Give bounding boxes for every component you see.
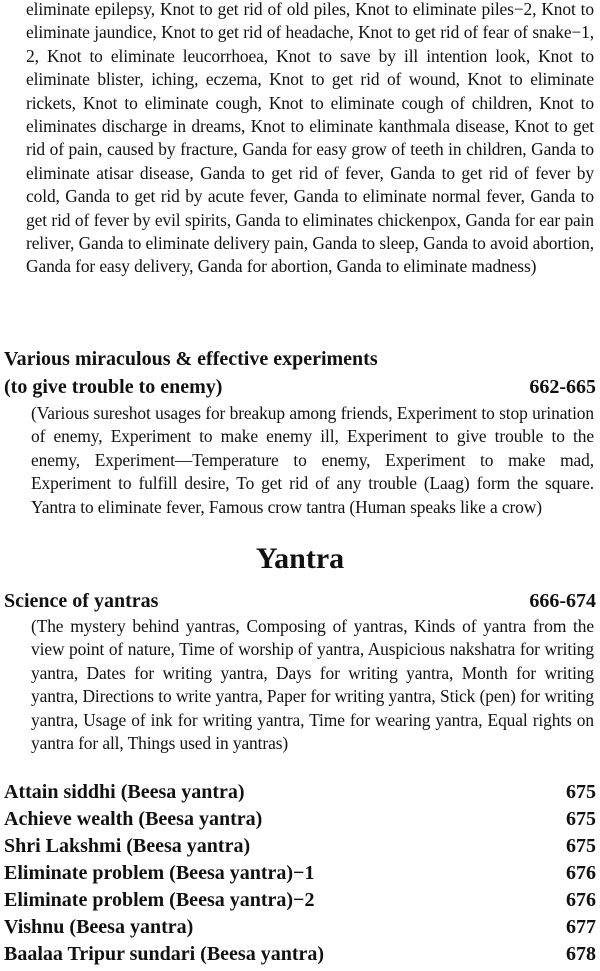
toc-entry-title: Attain siddhi (Beesa yantra) bbox=[4, 781, 245, 803]
toc-entry-page: 666-674 bbox=[529, 590, 596, 612]
toc-entry-title: Baalaa Tripur sundari (Beesa yantra) bbox=[4, 943, 325, 965]
toc-entry-title: Vishnu (Beesa yantra) bbox=[4, 916, 194, 938]
toc-entry-page: 677 bbox=[566, 916, 596, 938]
section-title: Yantra bbox=[255, 542, 345, 575]
toc-entry-title: (to give trouble to enemy) bbox=[4, 376, 223, 398]
toc-entry-experiments-line1 bbox=[4, 346, 596, 372]
toc-entry-title: Various miraculous & effective experiments bbox=[4, 348, 378, 370]
toc-entry-title: Achieve wealth (Beesa yantra) bbox=[4, 808, 263, 830]
toc-entry bbox=[4, 941, 596, 967]
toc-entry-page: 675 bbox=[566, 808, 596, 830]
toc-entry-page: 676 bbox=[566, 862, 596, 884]
continued-description: eliminate epilepsy, Knot to get rid of old piles, Knot to eliminate piles−2, Knot to eliminate jaundice, Knot to get rid of headache, Knot to get rid of fear of snake−1, 2, Knot to eliminate leucorrhoea, Knot to save by ill intention look, Knot to eliminate blister, iching, eczema, Knot to get rid of wound, Knot to eliminate rickets, Knot to eliminate cough, Knot to eliminate cough of children, Knot to eliminates discharge in dreams, Knot to eliminate kanthmala disease, Knot to get rid of pain, caused by fracture, Ganda for easy grow of teeth in children, Ganda to eliminate atisar disease, Ganda to get rid of fever, Ganda to get rid of fever by cold, Ganda to get rid by acute fever, Ganda to eliminate normal fever, Ganda to get rid of fever by evil spirits, Ganda to eliminates chickenpox, Ganda for ear pain reliver, Ganda to eliminate delivery pain, Ganda to sleep, Ganda to avoid abortion, Ganda for easy delivery, Ganda for abortion, Ganda to eliminate madness) bbox=[26, 0, 594, 277]
toc-entry-experiments-line2 bbox=[4, 374, 596, 400]
toc-entry-title: Eliminate problem (Beesa yantra)−1 bbox=[4, 862, 315, 884]
toc-entry bbox=[4, 806, 596, 832]
toc-entry-page: 678 bbox=[566, 943, 596, 965]
toc-entry-title: Eliminate problem (Beesa yantra)−2 bbox=[4, 889, 315, 911]
toc-entry bbox=[4, 887, 596, 913]
experiments-description: (Various sureshot usages for breakup among friends, Experiment to stop urination of enemy, Experiment to make enemy ill, Experiment to give trouble to the enemy, Experiment—Temperature to enemy, Experiment to make mad, Experiment to fulfill desire, To get rid of any trouble (Laag) form the square. Yantra to eliminate fever, Famous crow tantra (Human speaks like a crow) bbox=[31, 403, 594, 517]
toc-entry bbox=[4, 779, 596, 805]
toc-entry bbox=[4, 914, 596, 940]
toc-entry-page: 662-665 bbox=[529, 376, 596, 398]
toc-entry-title: Science of yantras bbox=[4, 590, 159, 612]
toc-entry-science bbox=[4, 588, 596, 614]
toc-entry bbox=[4, 860, 596, 886]
toc-entry-page: 675 bbox=[566, 835, 596, 857]
toc-entry bbox=[4, 833, 596, 859]
toc-entry-title: Shri Lakshmi (Beesa yantra) bbox=[4, 835, 251, 857]
toc-entry-page: 675 bbox=[566, 781, 596, 803]
science-description: (The mystery behind yantras, Composing of yantras, Kinds of yantra from the view point of nature, Time of worship of yantra, Auspicious nakshatra for writing yantra, Dates for writing yantra, Days for writing yantra, Month for writing yantra, Directions to write yantra, Paper for writing yantra, Stick (pen) for writing yantra, Usage of ink for writing yantra, Time for wearing yantra, Equal rights on yantra for all, Things used in yantras) bbox=[31, 616, 594, 754]
toc-entry-page: 676 bbox=[566, 889, 596, 911]
